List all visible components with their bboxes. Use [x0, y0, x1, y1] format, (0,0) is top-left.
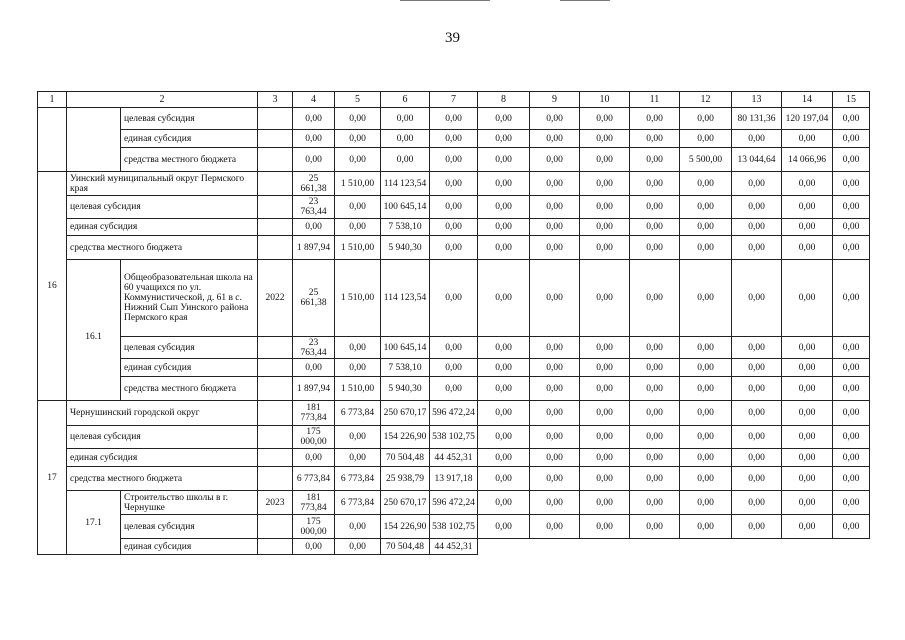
value-cell: 0,00 — [833, 426, 870, 449]
year-cell — [258, 401, 293, 426]
value-cell: 538 102,75 — [430, 515, 478, 539]
value-cell: 0,00 — [335, 515, 381, 539]
value-cell: 181 773,84 — [293, 491, 335, 515]
value-cell: 23 763,44 — [293, 337, 335, 359]
value-cell: 0,00 — [680, 236, 732, 260]
value-cell: 0,00 — [478, 148, 530, 172]
value-cell: 13 917,18 — [430, 467, 478, 491]
value-cell: 0,00 — [478, 491, 530, 515]
value-cell: 175 000,00 — [293, 426, 335, 449]
value-cell: 0,00 — [833, 467, 870, 491]
value-cell: 6 773,84 — [335, 467, 381, 491]
value-cell: 0,00 — [478, 467, 530, 491]
section-number: 16 — [38, 172, 67, 401]
value-cell: 0,00 — [530, 172, 580, 196]
year-cell — [258, 539, 293, 555]
value-cell: 0,00 — [630, 260, 680, 337]
value-cell: 0,00 — [530, 467, 580, 491]
value-cell: 0,00 — [732, 337, 782, 359]
value-cell: 0,00 — [680, 401, 732, 426]
value-cell: 1 510,00 — [335, 172, 381, 196]
table-row — [38, 236, 870, 260]
value-cell: 0,00 — [530, 449, 580, 467]
value-cell: 0,00 — [782, 219, 833, 236]
column-header: 10 — [580, 92, 630, 108]
value-cell: 0,00 — [478, 337, 530, 359]
value-cell: 6 773,84 — [335, 491, 381, 515]
column-header: 12 — [680, 92, 732, 108]
column-header: 9 — [530, 92, 580, 108]
value-cell: 0,00 — [630, 148, 680, 172]
column-header: 3 — [258, 92, 293, 108]
value-cell: 0,00 — [478, 260, 530, 337]
value-cell: 0,00 — [430, 148, 478, 172]
value-cell: 0,00 — [430, 359, 478, 377]
value-cell: 1 897,94 — [293, 236, 335, 260]
row-label: целевая субсидия — [121, 108, 258, 130]
value-cell: 0,00 — [782, 377, 833, 401]
row-label: Чернушинский городской округ — [67, 401, 258, 426]
value-cell: 0,00 — [478, 219, 530, 236]
value-cell: 0,00 — [782, 426, 833, 449]
value-cell: 0,00 — [335, 148, 381, 172]
value-cell: 0,00 — [782, 491, 833, 515]
value-cell: 0,00 — [680, 467, 732, 491]
value-cell: 0,00 — [580, 108, 630, 130]
value-cell: 0,00 — [630, 491, 680, 515]
value-cell: 0,00 — [478, 359, 530, 377]
row-label: целевая субсидия — [67, 426, 258, 449]
budget-table — [37, 91, 870, 555]
value-cell: 0,00 — [381, 148, 430, 172]
value-cell: 14 066,96 — [782, 148, 833, 172]
value-cell: 0,00 — [732, 401, 782, 426]
value-cell: 0,00 — [782, 236, 833, 260]
value-cell: 0,00 — [430, 236, 478, 260]
table-row — [38, 148, 870, 172]
value-cell: 0,00 — [630, 337, 680, 359]
value-cell: 25 661,38 — [293, 172, 335, 196]
year-cell — [258, 172, 293, 196]
value-cell: 0,00 — [782, 401, 833, 426]
value-cell: 0,00 — [530, 236, 580, 260]
value-cell: 0,00 — [478, 108, 530, 130]
value-cell: 0,00 — [335, 359, 381, 377]
value-cell: 0,00 — [430, 172, 478, 196]
empty-cell — [478, 539, 870, 555]
value-cell: 250 670,17 — [381, 401, 430, 426]
value-cell: 80 131,36 — [732, 108, 782, 130]
value-cell: 0,00 — [580, 172, 630, 196]
value-cell: 5 940,30 — [381, 236, 430, 260]
value-cell: 0,00 — [680, 377, 732, 401]
value-cell: 0,00 — [782, 130, 833, 148]
year-cell — [258, 426, 293, 449]
value-cell: 44 452,31 — [430, 449, 478, 467]
value-cell: 0,00 — [478, 172, 530, 196]
value-cell: 0,00 — [335, 196, 381, 219]
value-cell: 0,00 — [630, 426, 680, 449]
value-cell: 0,00 — [833, 172, 870, 196]
table-row — [38, 515, 870, 539]
value-cell: 0,00 — [680, 491, 732, 515]
value-cell: 0,00 — [732, 467, 782, 491]
value-cell: 5 940,30 — [381, 377, 430, 401]
value-cell: 0,00 — [478, 196, 530, 219]
value-cell: 0,00 — [630, 401, 680, 426]
value-cell: 0,00 — [833, 377, 870, 401]
table-row — [38, 449, 870, 467]
value-cell: 0,00 — [530, 196, 580, 219]
table-row — [38, 401, 870, 426]
value-cell: 0,00 — [833, 260, 870, 337]
value-cell: 0,00 — [782, 449, 833, 467]
top-rule-right — [560, 0, 610, 1]
value-cell: 0,00 — [335, 539, 381, 555]
value-cell: 6 773,84 — [293, 467, 335, 491]
value-cell: 0,00 — [530, 219, 580, 236]
table-row — [38, 219, 870, 236]
value-cell: 0,00 — [833, 196, 870, 219]
value-cell: 0,00 — [680, 130, 732, 148]
value-cell: 596 472,24 — [430, 401, 478, 426]
table-row — [38, 491, 870, 515]
value-cell: 0,00 — [478, 401, 530, 426]
value-cell: 0,00 — [833, 359, 870, 377]
value-cell: 23 763,44 — [293, 196, 335, 219]
table-row — [38, 539, 870, 555]
value-cell: 0,00 — [530, 515, 580, 539]
value-cell: 6 773,84 — [335, 401, 381, 426]
row-label: средства местного бюджета — [121, 148, 258, 172]
value-cell: 0,00 — [680, 108, 732, 130]
value-cell: 0,00 — [430, 260, 478, 337]
value-cell: 120 197,04 — [782, 108, 833, 130]
value-cell: 0,00 — [530, 359, 580, 377]
value-cell: 0,00 — [630, 172, 680, 196]
page-number: 39 — [445, 30, 460, 46]
value-cell: 1 510,00 — [335, 236, 381, 260]
row-label: Строительство школы в г. Чернушке — [121, 491, 258, 515]
value-cell: 0,00 — [478, 515, 530, 539]
value-cell: 0,00 — [680, 260, 732, 337]
value-cell: 0,00 — [782, 359, 833, 377]
value-cell: 0,00 — [680, 337, 732, 359]
value-cell: 175 000,00 — [293, 515, 335, 539]
value-cell: 0,00 — [530, 491, 580, 515]
value-cell: 0,00 — [381, 108, 430, 130]
value-cell: 114 123,54 — [381, 172, 430, 196]
year-cell — [258, 337, 293, 359]
row-label: единая субсидия — [121, 130, 258, 148]
value-cell: 0,00 — [293, 539, 335, 555]
value-cell: 0,00 — [293, 148, 335, 172]
value-cell: 0,00 — [335, 337, 381, 359]
table-row — [38, 377, 870, 401]
value-cell: 5 500,00 — [680, 148, 732, 172]
column-header: 4 — [293, 92, 335, 108]
value-cell: 0,00 — [782, 337, 833, 359]
value-cell: 0,00 — [580, 401, 630, 426]
value-cell: 0,00 — [833, 108, 870, 130]
table-row — [38, 337, 870, 359]
row-label: целевая субсидия — [121, 515, 258, 539]
value-cell: 0,00 — [293, 130, 335, 148]
value-cell: 0,00 — [580, 219, 630, 236]
value-cell: 0,00 — [335, 108, 381, 130]
column-header: 11 — [630, 92, 680, 108]
row-label: единая субсидия — [121, 539, 258, 555]
column-header: 5 — [335, 92, 381, 108]
row-label: средства местного бюджета — [121, 377, 258, 401]
table-row — [38, 130, 870, 148]
value-cell: 0,00 — [430, 337, 478, 359]
value-cell: 0,00 — [732, 219, 782, 236]
table-row — [38, 467, 870, 491]
value-cell: 0,00 — [680, 449, 732, 467]
column-header: 14 — [782, 92, 833, 108]
value-cell: 0,00 — [580, 359, 630, 377]
row-label: средства местного бюджета — [67, 236, 258, 260]
top-rule-left — [400, 0, 490, 1]
value-cell: 0,00 — [478, 377, 530, 401]
value-cell: 0,00 — [833, 515, 870, 539]
value-cell: 0,00 — [833, 130, 870, 148]
year-cell — [258, 377, 293, 401]
row-label: единая субсидия — [121, 359, 258, 377]
value-cell: 596 472,24 — [430, 491, 478, 515]
value-cell: 0,00 — [833, 337, 870, 359]
value-cell: 114 123,54 — [381, 260, 430, 337]
value-cell: 0,00 — [630, 449, 680, 467]
year-cell — [258, 467, 293, 491]
value-cell: 0,00 — [530, 426, 580, 449]
row-label: единая субсидия — [67, 219, 258, 236]
value-cell: 0,00 — [430, 108, 478, 130]
year-cell — [258, 130, 293, 148]
table-row — [38, 260, 870, 337]
value-cell: 0,00 — [530, 401, 580, 426]
value-cell: 0,00 — [335, 426, 381, 449]
year-cell: 2022 — [258, 260, 293, 337]
value-cell: 0,00 — [833, 491, 870, 515]
value-cell: 0,00 — [732, 377, 782, 401]
value-cell: 0,00 — [580, 449, 630, 467]
value-cell: 0,00 — [335, 219, 381, 236]
value-cell: 0,00 — [732, 359, 782, 377]
year-cell — [258, 148, 293, 172]
value-cell: 181 773,84 — [293, 401, 335, 426]
column-header: 2 — [67, 92, 258, 108]
value-cell: 0,00 — [478, 449, 530, 467]
value-cell: 0,00 — [580, 467, 630, 491]
value-cell: 0,00 — [782, 260, 833, 337]
value-cell: 0,00 — [335, 449, 381, 467]
value-cell: 0,00 — [833, 236, 870, 260]
value-cell: 0,00 — [680, 172, 732, 196]
value-cell: 0,00 — [580, 337, 630, 359]
value-cell: 0,00 — [293, 449, 335, 467]
value-cell: 0,00 — [381, 130, 430, 148]
value-cell: 154 226,90 — [381, 515, 430, 539]
value-cell: 0,00 — [732, 515, 782, 539]
value-cell: 0,00 — [630, 108, 680, 130]
value-cell: 0,00 — [293, 108, 335, 130]
table-row — [38, 108, 870, 130]
value-cell: 1 897,94 — [293, 377, 335, 401]
value-cell: 0,00 — [680, 196, 732, 219]
value-cell: 0,00 — [530, 108, 580, 130]
value-cell: 0,00 — [680, 515, 732, 539]
value-cell: 0,00 — [580, 377, 630, 401]
value-cell: 0,00 — [580, 515, 630, 539]
row-label: целевая субсидия — [67, 196, 258, 219]
subsection-number: 16.1 — [67, 260, 121, 401]
column-header: 15 — [833, 92, 870, 108]
subsection-number: 17.1 — [67, 491, 121, 555]
row-label: единая субсидия — [67, 449, 258, 467]
value-cell: 0,00 — [732, 196, 782, 219]
value-cell: 0,00 — [680, 219, 732, 236]
row-label: Уинский муниципальный округ Пермского края — [67, 172, 258, 196]
value-cell: 0,00 — [580, 196, 630, 219]
value-cell: 0,00 — [630, 359, 680, 377]
value-cell: 1 510,00 — [335, 260, 381, 337]
value-cell: 0,00 — [630, 377, 680, 401]
year-cell — [258, 359, 293, 377]
column-header: 6 — [381, 92, 430, 108]
value-cell: 0,00 — [732, 491, 782, 515]
value-cell: 0,00 — [833, 148, 870, 172]
row-label: целевая субсидия — [121, 337, 258, 359]
value-cell: 0,00 — [478, 236, 530, 260]
value-cell: 70 504,48 — [381, 449, 430, 467]
header-row — [38, 92, 870, 108]
value-cell: 0,00 — [782, 196, 833, 219]
year-cell — [258, 515, 293, 539]
row-label: средства местного бюджета — [67, 467, 258, 491]
value-cell: 0,00 — [732, 236, 782, 260]
table-row — [38, 359, 870, 377]
year-cell — [258, 219, 293, 236]
value-cell: 538 102,75 — [430, 426, 478, 449]
value-cell: 0,00 — [430, 196, 478, 219]
value-cell: 13 044,64 — [732, 148, 782, 172]
value-cell: 100 645,14 — [381, 196, 430, 219]
value-cell: 0,00 — [630, 236, 680, 260]
value-cell: 0,00 — [680, 359, 732, 377]
value-cell: 0,00 — [430, 219, 478, 236]
value-cell: 0,00 — [782, 515, 833, 539]
value-cell: 0,00 — [732, 426, 782, 449]
value-cell: 0,00 — [732, 130, 782, 148]
value-cell: 0,00 — [732, 260, 782, 337]
value-cell: 0,00 — [833, 401, 870, 426]
value-cell: 0,00 — [478, 130, 530, 148]
value-cell: 7 538,10 — [381, 359, 430, 377]
value-cell: 7 538,10 — [381, 219, 430, 236]
value-cell: 0,00 — [580, 260, 630, 337]
table-row — [38, 172, 870, 196]
table-row — [38, 426, 870, 449]
num-cell — [38, 108, 67, 172]
value-cell: 0,00 — [530, 337, 580, 359]
value-cell: 1 510,00 — [335, 377, 381, 401]
year-cell — [258, 236, 293, 260]
value-cell: 0,00 — [580, 491, 630, 515]
value-cell: 0,00 — [630, 196, 680, 219]
value-cell: 154 226,90 — [381, 426, 430, 449]
value-cell: 0,00 — [430, 377, 478, 401]
value-cell: 0,00 — [430, 130, 478, 148]
value-cell: 250 670,17 — [381, 491, 430, 515]
value-cell: 0,00 — [833, 219, 870, 236]
table-row — [38, 196, 870, 219]
value-cell: 0,00 — [782, 172, 833, 196]
column-header: 1 — [38, 92, 67, 108]
value-cell: 0,00 — [335, 130, 381, 148]
value-cell: 0,00 — [630, 219, 680, 236]
year-cell — [258, 108, 293, 130]
value-cell: 25 938,79 — [381, 467, 430, 491]
section-number: 17 — [38, 401, 67, 555]
value-cell: 0,00 — [478, 426, 530, 449]
value-cell: 0,00 — [630, 515, 680, 539]
value-cell: 0,00 — [580, 426, 630, 449]
value-cell: 100 645,14 — [381, 337, 430, 359]
value-cell: 0,00 — [530, 148, 580, 172]
value-cell: 70 504,48 — [381, 539, 430, 555]
year-cell — [258, 196, 293, 219]
value-cell: 0,00 — [293, 359, 335, 377]
column-header: 13 — [732, 92, 782, 108]
value-cell: 0,00 — [580, 148, 630, 172]
value-cell: 0,00 — [732, 449, 782, 467]
value-cell: 0,00 — [580, 236, 630, 260]
year-cell — [258, 449, 293, 467]
value-cell: 0,00 — [293, 219, 335, 236]
year-cell: 2023 — [258, 491, 293, 515]
value-cell: 44 452,31 — [430, 539, 478, 555]
value-cell: 0,00 — [630, 467, 680, 491]
column-header: 7 — [430, 92, 478, 108]
value-cell: 0,00 — [630, 130, 680, 148]
value-cell: 0,00 — [833, 449, 870, 467]
value-cell: 0,00 — [530, 130, 580, 148]
value-cell: 0,00 — [782, 467, 833, 491]
subnum-cell — [67, 108, 121, 172]
column-header: 8 — [478, 92, 530, 108]
value-cell: 25 661,38 — [293, 260, 335, 337]
row-label: Общеобразовательная школа на 60 учащихся по ул. Коммунистической, д. 61 в с. Нижний Сып Уинского района Пермского края — [121, 260, 258, 337]
value-cell: 0,00 — [732, 172, 782, 196]
value-cell: 0,00 — [580, 130, 630, 148]
value-cell: 0,00 — [680, 426, 732, 449]
value-cell: 0,00 — [530, 377, 580, 401]
value-cell: 0,00 — [530, 260, 580, 337]
